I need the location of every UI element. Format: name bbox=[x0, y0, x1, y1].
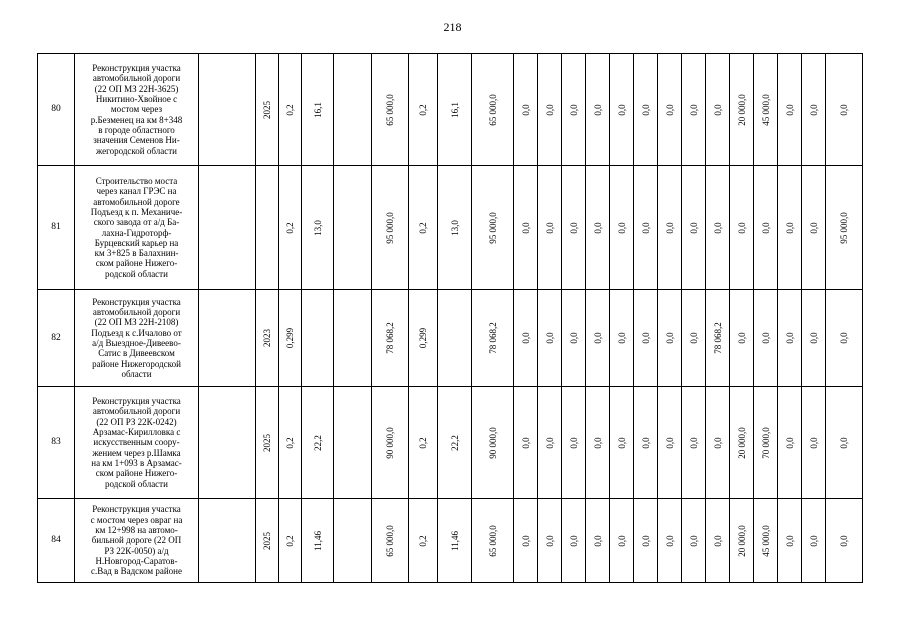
description-line: лахна-Гидроторф- bbox=[101, 227, 172, 238]
cell-value: 95 000,0 bbox=[384, 211, 395, 244]
cell-value: 70 000,0 bbox=[760, 426, 771, 459]
description-line: Реконструкция участка bbox=[92, 504, 181, 515]
table-cell bbox=[279, 166, 302, 290]
table-cell bbox=[754, 54, 778, 166]
description-line: родской области bbox=[105, 478, 168, 489]
cell-value: 0,0 bbox=[784, 436, 795, 449]
table-cell bbox=[658, 54, 682, 166]
table-cell bbox=[334, 387, 372, 499]
cell-value: 0,0 bbox=[544, 332, 555, 344]
table-cell bbox=[706, 387, 730, 499]
table-cell bbox=[754, 387, 778, 499]
description-line: Арзамас-Кирилловка с bbox=[92, 427, 181, 438]
table-cell bbox=[538, 290, 562, 387]
description-line: ском районе Нижего- bbox=[95, 468, 178, 479]
table-cell bbox=[302, 54, 334, 166]
description-line: автомобильной дороги bbox=[92, 406, 181, 417]
cell-value: 13,0 bbox=[449, 219, 460, 236]
table-cell bbox=[372, 499, 409, 583]
cell-value: 0,0 bbox=[616, 103, 627, 116]
table-cell bbox=[658, 499, 682, 583]
table-cell bbox=[256, 290, 279, 387]
cell-value: 0,0 bbox=[760, 332, 771, 344]
object-description bbox=[75, 499, 199, 583]
cell-value: 0,0 bbox=[568, 332, 579, 344]
cell-value: 11,46 bbox=[312, 530, 323, 551]
table-cell bbox=[302, 387, 334, 499]
table-cell bbox=[778, 54, 802, 166]
cell-value: 0,0 bbox=[808, 221, 819, 234]
description-line: искусственным соору- bbox=[93, 437, 180, 448]
row-number: 82 bbox=[38, 290, 75, 387]
table-cell bbox=[514, 290, 538, 387]
table-cell bbox=[372, 166, 409, 290]
description-line: жением через р.Шамка bbox=[92, 447, 181, 458]
table-cell bbox=[730, 290, 754, 387]
table-cell bbox=[586, 166, 610, 290]
description-line: Подъезд к п. Механиче- bbox=[90, 206, 183, 217]
description-line: ском районе Нижего- bbox=[95, 258, 178, 269]
description-line: в городе областного bbox=[98, 124, 175, 135]
table-cell bbox=[706, 499, 730, 583]
table-cell bbox=[778, 499, 802, 583]
object-description bbox=[75, 387, 199, 499]
description-line: км 12+998 на автомо- bbox=[95, 525, 178, 536]
cell-value: 0,0 bbox=[616, 436, 627, 449]
table-cell bbox=[409, 54, 438, 166]
cell-value: 0,0 bbox=[688, 103, 699, 116]
table-cell bbox=[514, 166, 538, 290]
table-cell bbox=[472, 387, 514, 499]
cell-value: 0,0 bbox=[688, 436, 699, 449]
cell-value: 90 000,0 bbox=[384, 426, 395, 459]
description-line: области bbox=[121, 368, 152, 379]
cell-value: 0,0 bbox=[640, 436, 651, 449]
cell-value: 0,0 bbox=[592, 221, 603, 234]
description-line: мостом через bbox=[110, 104, 163, 115]
cell-value: 0,0 bbox=[520, 436, 531, 449]
table-cell bbox=[334, 499, 372, 583]
table-cell bbox=[634, 54, 658, 166]
table-cell bbox=[279, 290, 302, 387]
cell-value: 0,299 bbox=[417, 327, 428, 349]
object-description bbox=[75, 166, 199, 290]
description-line: автомобильной дороги bbox=[92, 73, 181, 84]
table-cell bbox=[754, 290, 778, 387]
cell-value: 0,0 bbox=[640, 534, 651, 547]
table-cell bbox=[302, 499, 334, 583]
table-cell bbox=[472, 166, 514, 290]
cell-value: 0,0 bbox=[838, 534, 849, 547]
cell-value: 0,0 bbox=[616, 221, 627, 234]
table-cell bbox=[658, 166, 682, 290]
description-line: Реконструкция участка bbox=[92, 63, 181, 74]
cell-value: 0,0 bbox=[616, 332, 627, 344]
cell-value: 0,0 bbox=[664, 332, 675, 344]
cell-value: 0,0 bbox=[520, 221, 531, 234]
table-cell bbox=[586, 290, 610, 387]
cell-value: 0,0 bbox=[640, 332, 651, 344]
table-cell bbox=[256, 499, 279, 583]
cell-value: 0,0 bbox=[712, 436, 723, 449]
table-cell bbox=[610, 387, 634, 499]
cell-value: 13,0 bbox=[312, 219, 323, 236]
table-cell bbox=[372, 387, 409, 499]
description-line: районе Нижегородской bbox=[92, 358, 181, 369]
cell-value: 65 000,0 bbox=[384, 524, 395, 557]
table-cell bbox=[778, 166, 802, 290]
row-number: 83 bbox=[38, 387, 75, 499]
description-line: р.Безменец на км 8+348 bbox=[90, 114, 183, 125]
table-cell bbox=[586, 387, 610, 499]
table-cell bbox=[438, 290, 472, 387]
cell-value: 65 000,0 bbox=[487, 524, 498, 557]
table-cell bbox=[199, 166, 256, 290]
table-cell bbox=[372, 290, 409, 387]
description-line: автомобильной дороги bbox=[92, 307, 181, 318]
table-cell bbox=[409, 499, 438, 583]
description-line: Реконструкция участка bbox=[92, 296, 181, 307]
table-cell bbox=[658, 290, 682, 387]
description-line: Никитино-Хвойное с bbox=[95, 94, 178, 105]
cell-value: 0,0 bbox=[784, 221, 795, 234]
table-cell bbox=[409, 166, 438, 290]
description-line: а/д Выездное-Дивеево- bbox=[92, 338, 181, 348]
table-cell bbox=[610, 499, 634, 583]
table-cell bbox=[538, 499, 562, 583]
table-row bbox=[38, 499, 863, 583]
cell-value: 0,0 bbox=[736, 221, 747, 234]
table-cell bbox=[634, 166, 658, 290]
description-line: значения Семенов Ни- bbox=[93, 135, 180, 146]
table-cell bbox=[199, 290, 256, 387]
table-cell bbox=[472, 54, 514, 166]
cell-value: 0,0 bbox=[712, 221, 723, 234]
description-line: Сатис в Дивеевском bbox=[98, 348, 175, 359]
cell-value: 0,0 bbox=[592, 534, 603, 547]
table-cell bbox=[730, 499, 754, 583]
description-line: РЗ 22К-0050) а/д bbox=[104, 545, 169, 556]
table-cell bbox=[610, 54, 634, 166]
description-line: бильной дороге (22 ОП bbox=[91, 535, 182, 546]
table-cell bbox=[538, 166, 562, 290]
table-cell bbox=[826, 54, 863, 166]
cell-value: 0,0 bbox=[664, 221, 675, 234]
cell-value: 65 000,0 bbox=[384, 93, 395, 126]
cell-value: 0,0 bbox=[664, 436, 675, 449]
description-line: автомобильной дороге bbox=[93, 196, 180, 207]
cell-value: 0,0 bbox=[568, 221, 579, 234]
table-cell bbox=[279, 499, 302, 583]
cell-value: 90 000,0 bbox=[487, 426, 498, 459]
description-line: родской области bbox=[105, 268, 168, 279]
cell-value: 0,0 bbox=[520, 103, 531, 116]
table-row bbox=[38, 290, 863, 387]
cell-value: 78 068,2 bbox=[487, 322, 498, 354]
cell-value: 0,0 bbox=[544, 534, 555, 547]
table-cell bbox=[199, 54, 256, 166]
table-cell bbox=[778, 387, 802, 499]
table-cell bbox=[682, 54, 706, 166]
cell-value: 0,0 bbox=[838, 103, 849, 116]
table-cell bbox=[802, 290, 826, 387]
cell-value: 0,0 bbox=[808, 534, 819, 547]
cell-value: 0,0 bbox=[544, 221, 555, 234]
cell-value: 20 000,0 bbox=[736, 426, 747, 459]
object-description bbox=[75, 290, 199, 387]
cell-value: 0,0 bbox=[640, 221, 651, 234]
table-row bbox=[38, 166, 863, 290]
cell-value: 0,2 bbox=[417, 436, 428, 449]
cell-value: 0,0 bbox=[838, 332, 849, 344]
object-description bbox=[75, 54, 199, 166]
table-cell bbox=[634, 387, 658, 499]
cell-value: 2023 bbox=[261, 329, 272, 347]
page-number: 218 bbox=[443, 20, 462, 34]
row-number: 84 bbox=[38, 499, 75, 583]
program-table bbox=[37, 53, 863, 583]
cell-value: 0,0 bbox=[568, 534, 579, 547]
description-line: ского завода от а/д Ба- bbox=[93, 217, 180, 228]
table-cell bbox=[826, 290, 863, 387]
cell-value: 20 000,0 bbox=[736, 524, 747, 557]
cell-value: 0,0 bbox=[712, 103, 723, 116]
description-line: Бурцевский карьер на bbox=[94, 237, 179, 248]
cell-value: 2025 bbox=[261, 433, 272, 452]
cell-value: 0,0 bbox=[568, 436, 579, 449]
table-cell bbox=[538, 387, 562, 499]
table-cell bbox=[610, 290, 634, 387]
description-line: через канал ГРЭС на bbox=[96, 186, 177, 197]
table-cell bbox=[562, 499, 586, 583]
description-line: (22 ОП РЗ 22К-0242) bbox=[96, 416, 177, 427]
description-line: Подъезд к с.Ичалово от bbox=[91, 327, 182, 338]
table-cell bbox=[334, 54, 372, 166]
table-cell bbox=[256, 166, 279, 290]
description-line: на км 1+093 в Арзамас- bbox=[91, 457, 182, 468]
table-cell bbox=[472, 290, 514, 387]
table-cell bbox=[682, 290, 706, 387]
table-cell bbox=[562, 54, 586, 166]
table-cell bbox=[754, 166, 778, 290]
table-cell bbox=[279, 54, 302, 166]
description-line: (22 ОП МЗ 22Н-3625) bbox=[94, 83, 179, 94]
table-cell bbox=[334, 166, 372, 290]
table-cell bbox=[730, 54, 754, 166]
table-cell bbox=[562, 166, 586, 290]
table-cell bbox=[826, 166, 863, 290]
cell-value: 11,46 bbox=[449, 530, 460, 551]
table-cell bbox=[409, 290, 438, 387]
cell-value: 22,2 bbox=[449, 434, 460, 451]
table-cell bbox=[409, 387, 438, 499]
table-cell bbox=[514, 387, 538, 499]
table-cell bbox=[438, 499, 472, 583]
cell-value: 0,0 bbox=[760, 221, 771, 234]
cell-value: 95 000,0 bbox=[487, 211, 498, 244]
cell-value: 0,2 bbox=[284, 221, 295, 234]
cell-value: 0,0 bbox=[520, 332, 531, 344]
table-cell bbox=[334, 290, 372, 387]
cell-value: 0,2 bbox=[417, 534, 428, 547]
cell-value: 0,0 bbox=[808, 332, 819, 344]
table-cell bbox=[754, 499, 778, 583]
cell-value: 0,299 bbox=[284, 327, 295, 349]
table-cell bbox=[802, 387, 826, 499]
cell-value: 0,0 bbox=[520, 534, 531, 547]
cell-value: 65 000,0 bbox=[487, 93, 498, 126]
table-cell bbox=[438, 166, 472, 290]
table-cell bbox=[514, 499, 538, 583]
table-row bbox=[38, 54, 863, 166]
cell-value: 16,1 bbox=[312, 101, 323, 118]
table-cell bbox=[682, 387, 706, 499]
table-cell bbox=[730, 166, 754, 290]
table-cell bbox=[802, 499, 826, 583]
description-line: Н.Новгород-Саратов- bbox=[95, 555, 178, 566]
table-cell bbox=[802, 54, 826, 166]
cell-value: 0,2 bbox=[284, 436, 295, 449]
table-cell bbox=[438, 387, 472, 499]
table-cell bbox=[586, 499, 610, 583]
cell-value: 0,0 bbox=[568, 103, 579, 116]
table-cell bbox=[634, 290, 658, 387]
cell-value: 78 068,2 bbox=[712, 322, 723, 354]
cell-value: 0,0 bbox=[688, 534, 699, 547]
cell-value: 0,2 bbox=[417, 103, 428, 116]
cell-value: 0,0 bbox=[616, 534, 627, 547]
cell-value: 0,0 bbox=[544, 103, 555, 116]
cell-value: 0,0 bbox=[808, 103, 819, 116]
cell-value: 0,0 bbox=[808, 436, 819, 449]
description-line: Реконструкция участка bbox=[92, 396, 181, 407]
cell-value: 45 000,0 bbox=[760, 93, 771, 126]
cell-value: 0,0 bbox=[784, 103, 795, 116]
table-cell bbox=[438, 54, 472, 166]
cell-value: 0,0 bbox=[592, 332, 603, 344]
table-cell bbox=[634, 499, 658, 583]
cell-value: 0,0 bbox=[544, 436, 555, 449]
description-line: Строительство моста bbox=[95, 176, 178, 187]
table-cell bbox=[706, 166, 730, 290]
table-cell bbox=[778, 290, 802, 387]
table-cell bbox=[302, 290, 334, 387]
cell-value: 22,2 bbox=[312, 434, 323, 451]
table-cell bbox=[658, 387, 682, 499]
description-line: (22 ОП МЗ 22Н-2108) bbox=[94, 317, 179, 328]
table-cell bbox=[586, 54, 610, 166]
row-number: 80 bbox=[38, 54, 75, 166]
table-row bbox=[38, 387, 863, 499]
table-cell bbox=[706, 290, 730, 387]
cell-value: 16,1 bbox=[449, 101, 460, 118]
cell-value: 20 000,0 bbox=[736, 93, 747, 126]
table-cell bbox=[538, 54, 562, 166]
table-cell bbox=[706, 54, 730, 166]
table-cell bbox=[472, 499, 514, 583]
table-cell bbox=[826, 387, 863, 499]
description-line: жегородской области bbox=[96, 145, 177, 156]
table-cell bbox=[562, 290, 586, 387]
table-cell bbox=[279, 387, 302, 499]
cell-value: 78 068,2 bbox=[384, 322, 395, 354]
cell-value: 0,2 bbox=[284, 103, 295, 116]
cell-value: 0,0 bbox=[640, 103, 651, 116]
cell-value: 45 000,0 bbox=[760, 524, 771, 557]
cell-value: 0,0 bbox=[664, 103, 675, 116]
cell-value: 95 000,0 bbox=[838, 211, 849, 244]
table-cell bbox=[562, 387, 586, 499]
table-cell bbox=[302, 166, 334, 290]
cell-value: 0,0 bbox=[592, 103, 603, 116]
cell-value: 0,0 bbox=[838, 436, 849, 449]
description-line: с.Вад в Вадском районе bbox=[91, 566, 182, 577]
cell-value: 0,0 bbox=[664, 534, 675, 547]
cell-value: 0,0 bbox=[712, 534, 723, 547]
cell-value: 2025 bbox=[261, 531, 272, 550]
description-line: с мостом через овраг на bbox=[90, 514, 183, 525]
cell-value: 0,2 bbox=[417, 221, 428, 234]
table-cell bbox=[256, 387, 279, 499]
table-cell bbox=[372, 54, 409, 166]
table-cell bbox=[610, 166, 634, 290]
description-line: км 3+825 в Балахнин- bbox=[94, 248, 179, 259]
table-cell bbox=[199, 387, 256, 499]
cell-value: 0,0 bbox=[784, 332, 795, 344]
row-number: 81 bbox=[38, 166, 75, 290]
table-cell bbox=[682, 499, 706, 583]
table-cell bbox=[826, 499, 863, 583]
table-cell bbox=[256, 54, 279, 166]
cell-value: 0,0 bbox=[784, 534, 795, 547]
table-cell bbox=[199, 499, 256, 583]
cell-value: 0,0 bbox=[592, 436, 603, 449]
cell-value: 0,2 bbox=[284, 534, 295, 547]
table-cell bbox=[730, 387, 754, 499]
table-cell bbox=[682, 166, 706, 290]
cell-value: 0,0 bbox=[736, 332, 747, 344]
cell-value: 0,0 bbox=[688, 332, 699, 344]
table-cell bbox=[802, 166, 826, 290]
cell-value: 2025 bbox=[261, 100, 272, 119]
cell-value: 0,0 bbox=[688, 221, 699, 234]
table-cell bbox=[514, 54, 538, 166]
